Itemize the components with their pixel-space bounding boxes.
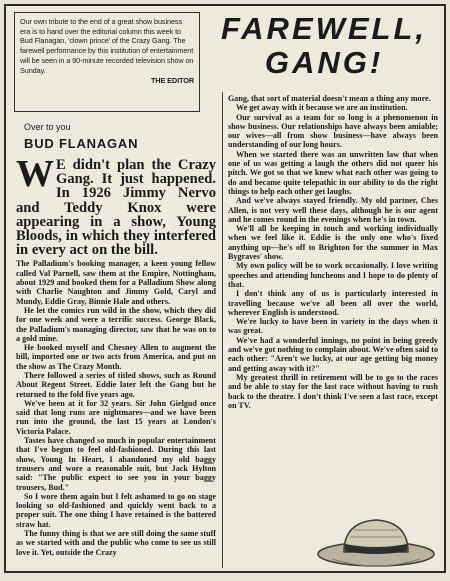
editor-intro-text: Our own tribute to the end of a great show business era is to hand over the editorial column this week to Bud Flanagan, 'clown prince' of the Crazy Gang. The farewell performance by this institution of entertainment will be seen in a 90-minute recorded television show on Sunday. [20,17,194,75]
magazine-page [4,4,446,573]
drop-cap: W [16,158,54,195]
byline-over: Over to you [24,122,71,132]
paragraph: My greatest thrill in retirement will be to go to the races and be able to stay for the last race without having to rush back to the theatre. I don't think I've seen a last race, except on TV. [228,372,438,410]
paragraph: There followed a series of titled shows, such as Round About Regent Street. Eddie later left the Gang but he returned to the fold five years ago. [16,370,216,399]
paragraph: When we started there was an unwritten law that when one of us was getting a laugh the others did not queer his pitch. We got so that we knew what each other was going to do and became quite telepathic in our ability to do the right things to help each other get laughs. [228,149,438,196]
editor-signature: THE EDITOR [150,76,194,86]
paragraph: So I wore them again but I felt ashamed to go on stage looking so old-fashioned and quickly went back to a proper suit. The one thing I have retained is the battered straw hat. [16,491,216,529]
article-column-right [228,94,438,502]
paragraph: He let the comics run wild in the show, which they did for one week and were a terrific success. George Black, the Palladium's managing director, saw that he was on to a gold mine. [16,305,216,343]
paragraph: We'll all be keeping in touch and working individually when we feel like it. Eddie is the only one who's fixed anything up—he's off to Brighton for the summer in Max Bygraves' show. [228,224,438,262]
paragraph: He booked myself and Chesney Allen to augment the bill, imported one or two acts from America, and put on the show as The Crazy Month. [16,343,216,371]
headline [210,12,438,80]
paragraph: The funny thing is that we are still doing the same stuff as we started with and the public who come to see us still love it. Yet, outside the Crazy [16,529,216,557]
paragraph: We've had a wonderful innings, no point in being greedy and we've got nothing to complain about. We've often said to each other: "Aren't we lucky, at our age getting big money and getting away with it?" [228,335,438,373]
headline-line-2: GANG! [264,45,384,80]
paragraph: We're lucky to have been in variety in the days when it was great. [228,317,438,336]
paragraph: We've been at it for 32 years. Sir John Gielgud once said that long runs are nightmares—and we have been run into the ground, the last 15 years at London's Victoria Palace. [16,398,216,436]
paragraph: Tastes have changed so much in popular entertainment that I've begun to feel old-fashioned. During this last show, Young In Heart, I abandoned my old baggy trousers and wore a reasonable suit, but Jack Hylton said: "The public expect to see you in your baggy trousers, Bud." [16,436,216,492]
paragraph: The Palladium's booking manager, a keen young fellow called Val Parnell, saw them at the Empire, Nottingham, about 1929 and booked them for a Palladium Show along with Charlie Naughton and Jimmy Gold, Caryl and Mundy, Eddie Gray, Binnie Hale and others. [16,259,216,306]
editor-intro-box [14,12,200,112]
paragraph: Our survival as a team for so long is a phenomenon in show business. Our relationships have always been amiable; our wives—all from show business—have always been understanding of our long hours. [228,112,438,150]
paragraph: My own policy will be to work occasionally. I love writing speeches and attending luncheons and I hope to do plenty of that. [228,261,438,289]
paragraph: And we've always stayed friendly. My old partner, Ches Allen, is not very well these days, although he is our agent and he comes round in the evenings when he's in town. [228,196,438,224]
straw-hat-icon [314,504,438,570]
byline-author: BUD FLANAGAN [24,136,139,151]
article-column-left [16,158,216,568]
column-divider [222,92,223,568]
headline-line-1: FAREWELL, [220,11,428,46]
article-lede [16,158,216,257]
lede-text: E didn't plan the Crazy Gang. It just happened. In 1926 Jimmy Nervo and Teddy Knox were appearing in a show, Young Bloods, in which they interfered in every act on the bill. [16,158,216,259]
paragraph: Gang, that sort of material doesn't mean a thing any more. [228,94,431,103]
paragraph: We get away with it because we are an institution. [236,103,408,113]
paragraph: I don't think any of us is particularly interested in travelling because we've all been all over the world, wherever English is understood. [228,289,438,317]
